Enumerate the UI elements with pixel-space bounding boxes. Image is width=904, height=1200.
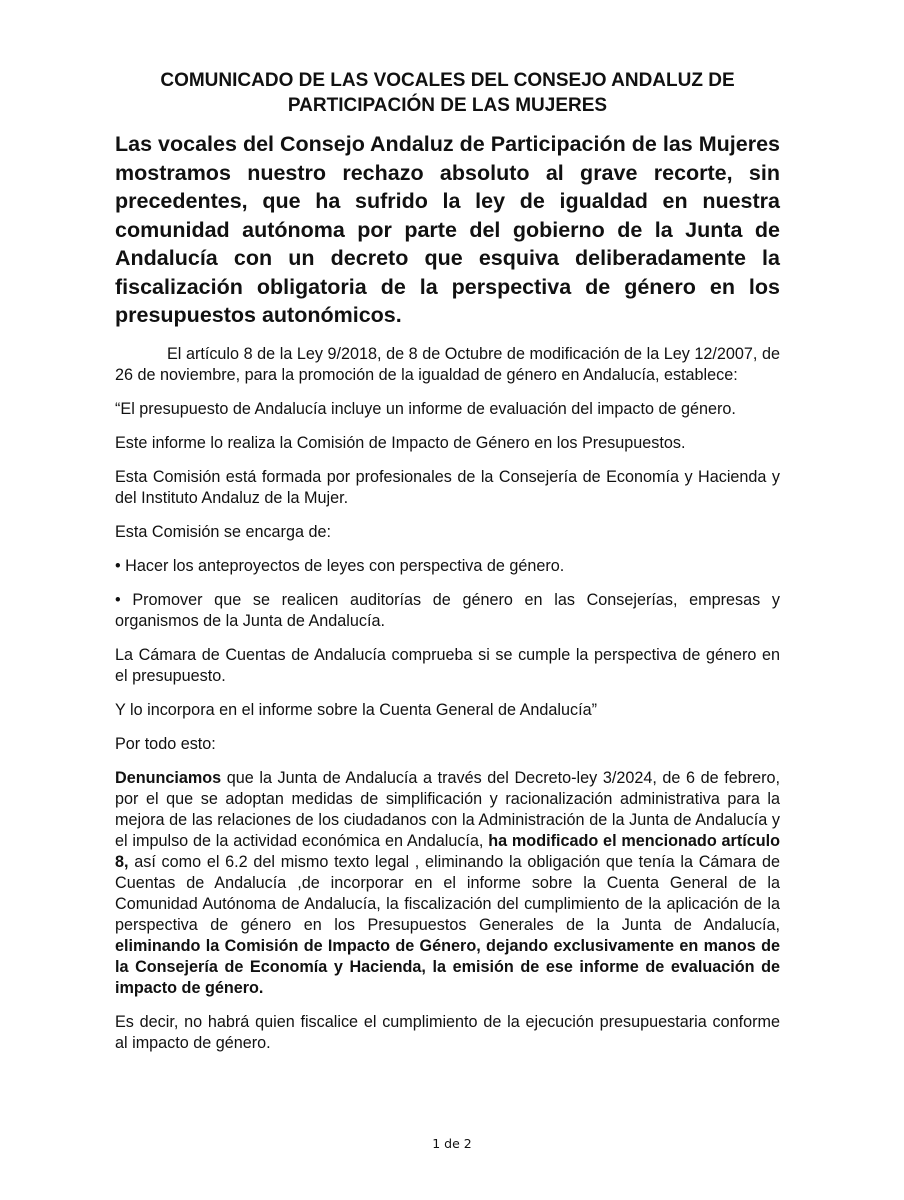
title-line-1: COMUNICADO DE LAS VOCALES DEL CONSEJO ANDALUZ DE — [160, 70, 735, 91]
bullet-item-audits: • Promover que se realicen auditorías de género en las Consejerías, empresas y organismos de la Junta de Andalucía. — [115, 590, 780, 630]
denuncia-bold-2: ha modificado el mencionado artículo 8, — [115, 831, 780, 871]
title-line-2: PARTICIPACIÓN DE LAS MUJERES — [287, 95, 608, 116]
paragraph-camara-cuentas: La Cámara de Cuentas de Andalucía comprueba si se cumple la perspectiva de género en el presupuesto. — [115, 645, 780, 685]
paragraph-conclusion: Es decir, no habrá quien fiscalice el cumplimiento de la ejecución presupuestaria conforme al impacto de género. — [115, 1012, 780, 1052]
paragraph-commission-report: Este informe lo realiza la Comisión de Impacto de Género en los Presupuestos. — [115, 433, 686, 452]
paragraph-denuncia — [115, 768, 780, 999]
paragraph-quote-end: Y lo incorpora en el informe sobre la Cuenta General de Andalucía” — [115, 700, 598, 719]
denuncia-bold-1: Denunciamos — [115, 768, 222, 787]
denuncia-text-1: que la Junta de Andalucía a través del Decreto-ley 3/2024, de 6 de febrero, por el que se adoptan medidas de simplificación y racionalización administrativa para la mejora de las relaciones de los ciudadanos con la Administración de la Junta de Andalucía y el impulso de la actividad económica en Andalucía, — [115, 768, 780, 850]
paragraph-commission-duties: Esta Comisión se encarga de: — [115, 522, 331, 541]
document-title — [115, 68, 780, 118]
page-number: 1 de 2 — [432, 1136, 472, 1151]
paragraph-por-todo: Por todo esto: — [115, 734, 216, 753]
lead-statement: Las vocales del Consejo Andaluz de Participación de las Mujeres mostramos nuestro rechazo absoluto al grave recorte, sin precedentes, que ha sufrido la ley de igualdad en nuestra comunidad autónoma por parte del gobierno de la Junta de Andalucía con un decreto que esquiva deliberadamente la fiscalización obligatoria de la perspectiva de género en los presupuestos autonómicos. — [115, 132, 780, 327]
bullet-item-laws: • Hacer los anteproyectos de leyes con perspectiva de género. — [115, 556, 565, 575]
denuncia-bold-3: eliminando la Comisión de Impacto de Género, dejando exclusivamente en manos de la Consejería de Economía y Hacienda, la emisión de ese informe de evaluación de impacto de género. — [115, 936, 780, 997]
paragraph-quote-start: “El presupuesto de Andalucía incluye un informe de evaluación del impacto de género. — [115, 399, 736, 418]
paragraph-commission-members: Esta Comisión está formada por profesionales de la Consejería de Economía y Hacienda y del Instituto Andaluz de la Mujer. — [115, 467, 780, 507]
paragraph-article-8: El artículo 8 de la Ley 9/2018, de 8 de Octubre de modificación de la Ley 12/2007, de 26 de noviembre, para la promoción de la igualdad de género en Andalucía, establece: — [115, 344, 780, 384]
denuncia-text-2: así como el 6.2 del mismo texto legal , eliminando la obligación que tenía la Cámara de Cuentas de Andalucía ,de incorporar en el informe sobre la Cuenta General de la Comunidad Autónoma de Andalucía, la fiscalización del cumplimiento de la aplicación de la perspectiva de género en los Presupuestos Generales de la Junta de Andalucía, — [115, 852, 780, 934]
